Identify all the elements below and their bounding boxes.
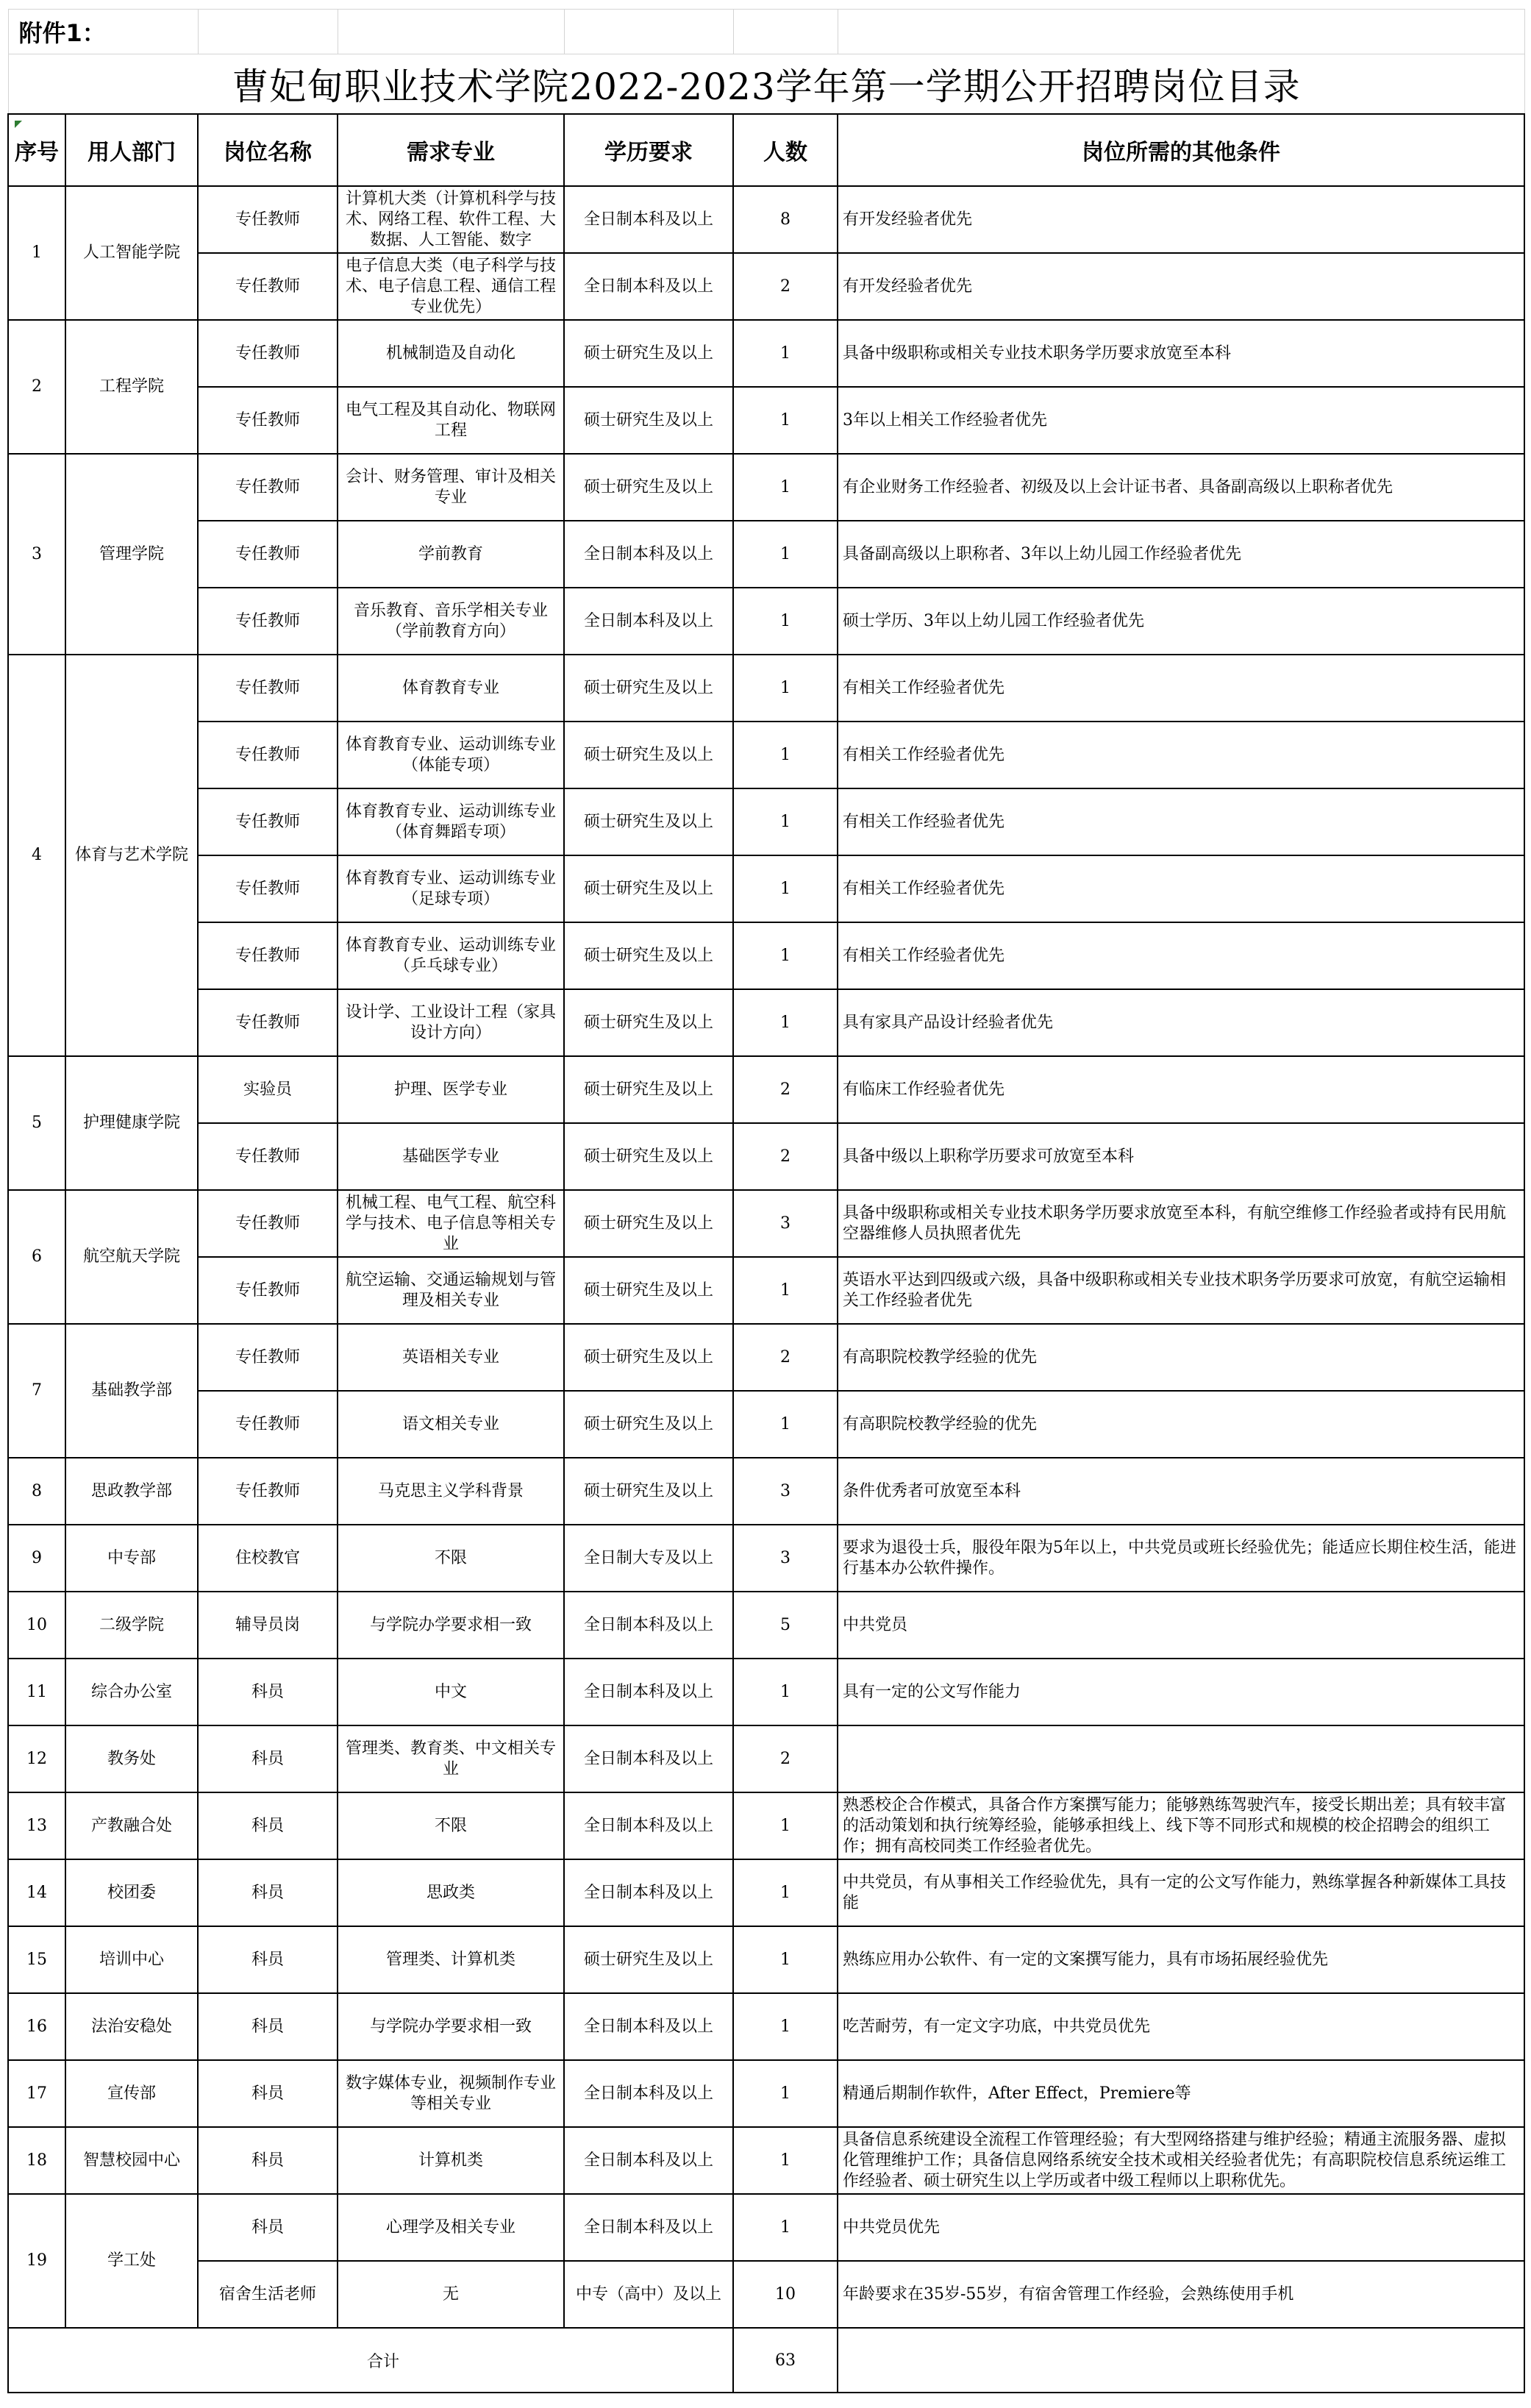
count-cell: 1 xyxy=(733,320,838,387)
table-row xyxy=(8,1458,1524,1525)
post-cell: 专任教师 xyxy=(198,1123,338,1190)
count-cell: 3 xyxy=(733,1458,838,1525)
row-number: 16 xyxy=(8,1993,65,2060)
table-row xyxy=(8,387,1524,454)
department-cell: 产教融合处 xyxy=(65,1792,198,1859)
department-cell: 管理学院 xyxy=(65,454,198,655)
empty-cell xyxy=(564,10,733,54)
department-cell: 中专部 xyxy=(65,1525,198,1592)
table-row xyxy=(8,855,1524,922)
education-cell: 硕士研究生及以上 xyxy=(564,855,733,922)
major-cell: 护理、医学专业 xyxy=(338,1056,564,1123)
major-cell: 会计、财务管理、审计及相关专业 xyxy=(338,454,564,521)
other-requirements-cell: 具备信息系统建设全流程工作管理经验；有大型网络搭建与维护经验；精通主流服务器、虚拟化管理维护工作；具备信息网络系统安全技术或相关经验者优先；有高职院校信息系统运维工作经验者、硕士研究生以上学历或者中级工程师以上职称优先。 xyxy=(838,2127,1524,2194)
header-count: 人数 xyxy=(733,114,838,186)
table-row xyxy=(8,722,1524,788)
department-cell: 教务处 xyxy=(65,1725,198,1792)
count-cell: 1 xyxy=(733,521,838,588)
row-number: 3 xyxy=(8,454,65,655)
major-cell: 数字媒体专业，视频制作专业等相关专业 xyxy=(338,2060,564,2127)
post-cell: 专任教师 xyxy=(198,1391,338,1458)
title-row xyxy=(8,54,1524,115)
other-requirements-cell: 精通后期制作软件，After Effect，Premiere等 xyxy=(838,2060,1524,2127)
table-row xyxy=(8,588,1524,655)
row-number: 18 xyxy=(8,2127,65,2194)
major-cell: 思政类 xyxy=(338,1859,564,1926)
major-cell: 体育教育专业、运动训练专业（体能专项） xyxy=(338,722,564,788)
post-cell: 专任教师 xyxy=(198,722,338,788)
other-requirements-cell: 硕士学历、3年以上幼儿园工作经验者优先 xyxy=(838,588,1524,655)
other-requirements-cell: 具备中级以上职称学历要求可放宽至本科 xyxy=(838,1123,1524,1190)
count-cell: 1 xyxy=(733,588,838,655)
row-number: 13 xyxy=(8,1792,65,1859)
table-row xyxy=(8,922,1524,989)
major-cell: 体育教育专业、运动训练专业（体育舞蹈专项） xyxy=(338,788,564,855)
count-cell: 2 xyxy=(733,1123,838,1190)
post-cell: 专任教师 xyxy=(198,855,338,922)
education-cell: 硕士研究生及以上 xyxy=(564,1123,733,1190)
table-row xyxy=(8,1859,1524,1926)
other-requirements-cell: 有开发经验者优先 xyxy=(838,253,1524,320)
post-cell: 科员 xyxy=(198,2127,338,2194)
post-cell: 辅导员岗 xyxy=(198,1592,338,1659)
major-cell: 不限 xyxy=(338,1525,564,1592)
cell-marker-icon xyxy=(15,121,22,128)
header-dept: 用人部门 xyxy=(65,114,198,186)
attachment-row xyxy=(8,10,1524,54)
count-cell: 1 xyxy=(733,1926,838,1993)
row-number: 19 xyxy=(8,2194,65,2328)
major-cell: 电子信息大类（电子科学与技术、电子信息工程、通信工程专业优先） xyxy=(338,253,564,320)
department-cell: 体育与艺术学院 xyxy=(65,655,198,1056)
table-row xyxy=(8,1525,1524,1592)
row-number: 7 xyxy=(8,1324,65,1458)
post-cell: 专任教师 xyxy=(198,1458,338,1525)
other-requirements-cell: 有相关工作经验者优先 xyxy=(838,788,1524,855)
header-no: 序号 xyxy=(8,114,65,186)
empty-cell xyxy=(338,10,564,54)
department-cell: 学工处 xyxy=(65,2194,198,2328)
department-cell: 宣传部 xyxy=(65,2060,198,2127)
other-requirements-cell: 具备副高级以上职称者、3年以上幼儿园工作经验者优先 xyxy=(838,521,1524,588)
other-requirements-cell: 3年以上相关工作经验者优先 xyxy=(838,387,1524,454)
count-cell: 2 xyxy=(733,1725,838,1792)
other-requirements-cell: 中共党员优先 xyxy=(838,2194,1524,2261)
major-cell: 管理类、计算机类 xyxy=(338,1926,564,1993)
other-requirements-cell: 吃苦耐劳，有一定文字功底，中共党员优先 xyxy=(838,1993,1524,2060)
count-cell: 8 xyxy=(733,186,838,253)
education-cell: 全日制本科及以上 xyxy=(564,2194,733,2261)
other-requirements-cell: 有相关工作经验者优先 xyxy=(838,722,1524,788)
post-cell: 专任教师 xyxy=(198,588,338,655)
table-row xyxy=(8,1324,1524,1391)
major-cell: 中文 xyxy=(338,1659,564,1725)
major-cell: 语文相关专业 xyxy=(338,1391,564,1458)
header-post: 岗位名称 xyxy=(198,114,338,186)
post-cell: 专任教师 xyxy=(198,521,338,588)
row-number: 2 xyxy=(8,320,65,454)
department-cell: 智慧校园中心 xyxy=(65,2127,198,2194)
department-cell: 综合办公室 xyxy=(65,1659,198,1725)
table-row xyxy=(8,2261,1524,2328)
major-cell: 基础医学专业 xyxy=(338,1123,564,1190)
count-cell: 1 xyxy=(733,655,838,722)
count-cell: 1 xyxy=(733,922,838,989)
other-requirements-cell: 要求为退役士兵，服役年限为5年以上，中共党员或班长经验优先；能适应长期住校生活，能进行基本办公软件操作。 xyxy=(838,1525,1524,1592)
post-cell: 住校教官 xyxy=(198,1525,338,1592)
table-row xyxy=(8,655,1524,722)
education-cell: 硕士研究生及以上 xyxy=(564,788,733,855)
major-cell: 不限 xyxy=(338,1792,564,1859)
education-cell: 硕士研究生及以上 xyxy=(564,989,733,1056)
department-cell: 培训中心 xyxy=(65,1926,198,1993)
department-cell: 航空航天学院 xyxy=(65,1190,198,1324)
row-number: 9 xyxy=(8,1525,65,1592)
header-other: 岗位所需的其他条件 xyxy=(838,114,1524,186)
education-cell: 硕士研究生及以上 xyxy=(564,1056,733,1123)
post-cell: 专任教师 xyxy=(198,1324,338,1391)
other-requirements-cell: 具有家具产品设计经验者优先 xyxy=(838,989,1524,1056)
other-requirements-cell: 具有一定的公文写作能力 xyxy=(838,1659,1524,1725)
header-edu: 学历要求 xyxy=(564,114,733,186)
post-cell: 专任教师 xyxy=(198,989,338,1056)
post-cell: 科员 xyxy=(198,2060,338,2127)
education-cell: 全日制本科及以上 xyxy=(564,186,733,253)
table-row xyxy=(8,1123,1524,1190)
count-cell: 1 xyxy=(733,1659,838,1725)
other-requirements-cell xyxy=(838,1725,1524,1792)
education-cell: 全日制本科及以上 xyxy=(564,521,733,588)
education-cell: 硕士研究生及以上 xyxy=(564,1926,733,1993)
major-cell: 体育教育专业、运动训练专业（足球专项） xyxy=(338,855,564,922)
table-row xyxy=(8,1926,1524,1993)
count-cell: 1 xyxy=(733,2194,838,2261)
count-cell: 1 xyxy=(733,2060,838,2127)
row-number: 12 xyxy=(8,1725,65,1792)
department-cell: 法治安稳处 xyxy=(65,1993,198,2060)
count-cell: 1 xyxy=(733,1859,838,1926)
education-cell: 全日制本科及以上 xyxy=(564,253,733,320)
major-cell: 无 xyxy=(338,2261,564,2328)
education-cell: 全日制本科及以上 xyxy=(564,1993,733,2060)
education-cell: 全日制本科及以上 xyxy=(564,1592,733,1659)
other-requirements-cell: 中共党员 xyxy=(838,1592,1524,1659)
other-requirements-cell: 熟悉校企合作模式，具备合作方案撰写能力；能够熟练驾驶汽车，接受长期出差；具有较丰富的活动策划和执行统筹经验，能够承担线上、线下等不同形式和规模的校企招聘会的组织工作；拥有高校同类工作经验者优先。 xyxy=(838,1792,1524,1859)
education-cell: 硕士研究生及以上 xyxy=(564,922,733,989)
post-cell: 科员 xyxy=(198,1725,338,1792)
education-cell: 硕士研究生及以上 xyxy=(564,387,733,454)
major-cell: 英语相关专业 xyxy=(338,1324,564,1391)
post-cell: 专任教师 xyxy=(198,1257,338,1324)
major-cell: 心理学及相关专业 xyxy=(338,2194,564,2261)
count-cell: 2 xyxy=(733,1056,838,1123)
post-cell: 专任教师 xyxy=(198,186,338,253)
table-row xyxy=(8,454,1524,521)
empty-cell xyxy=(838,2328,1524,2393)
count-cell: 2 xyxy=(733,253,838,320)
other-requirements-cell: 有相关工作经验者优先 xyxy=(838,922,1524,989)
major-cell: 管理类、教育类、中文相关专业 xyxy=(338,1725,564,1792)
post-cell: 专任教师 xyxy=(198,320,338,387)
count-cell: 1 xyxy=(733,855,838,922)
major-cell: 设计学、工业设计工程（家具设计方向） xyxy=(338,989,564,1056)
table-row xyxy=(8,1190,1524,1257)
other-requirements-cell: 有高职院校教学经验的优先 xyxy=(838,1324,1524,1391)
header-major: 需求专业 xyxy=(338,114,564,186)
row-number: 15 xyxy=(8,1926,65,1993)
post-cell: 专任教师 xyxy=(198,788,338,855)
education-cell: 硕士研究生及以上 xyxy=(564,1324,733,1391)
header-row xyxy=(8,114,1524,186)
education-cell: 硕士研究生及以上 xyxy=(564,722,733,788)
post-cell: 科员 xyxy=(198,1926,338,1993)
major-cell: 与学院办学要求相一致 xyxy=(338,1993,564,2060)
table-row xyxy=(8,2060,1524,2127)
post-cell: 科员 xyxy=(198,1792,338,1859)
count-cell: 1 xyxy=(733,1993,838,2060)
empty-cell xyxy=(733,10,838,54)
table-row xyxy=(8,2194,1524,2261)
count-cell: 1 xyxy=(733,788,838,855)
other-requirements-cell: 有企业财务工作经验者、初级及以上会计证书者、具备副高级以上职称者优先 xyxy=(838,454,1524,521)
department-cell: 思政教学部 xyxy=(65,1458,198,1525)
education-cell: 硕士研究生及以上 xyxy=(564,1257,733,1324)
attachment-label: 附件1： xyxy=(8,10,198,54)
row-number: 8 xyxy=(8,1458,65,1525)
education-cell: 硕士研究生及以上 xyxy=(564,1391,733,1458)
table-row xyxy=(8,1391,1524,1458)
total-count: 63 xyxy=(733,2328,838,2393)
other-requirements-cell: 具备中级职称或相关专业技术职务学历要求放宽至本科 xyxy=(838,320,1524,387)
major-cell: 计算机大类（计算机科学与技术、网络工程、软件工程、大数据、人工智能、数字 xyxy=(338,186,564,253)
count-cell: 1 xyxy=(733,1391,838,1458)
post-cell: 专任教师 xyxy=(198,1190,338,1257)
other-requirements-cell: 有临床工作经验者优先 xyxy=(838,1056,1524,1123)
education-cell: 硕士研究生及以上 xyxy=(564,320,733,387)
page-title: 曹妃甸职业技术学院2022-2023学年第一学期公开招聘岗位目录 xyxy=(8,54,1524,115)
major-cell: 航空运输、交通运输规划与管理及相关专业 xyxy=(338,1257,564,1324)
major-cell: 机械工程、电气工程、航空科学与技术、电子信息等相关专业 xyxy=(338,1190,564,1257)
major-cell: 电气工程及其自动化、物联网工程 xyxy=(338,387,564,454)
other-requirements-cell: 熟练应用办公软件、有一定的文案撰写能力，具有市场拓展经验优先 xyxy=(838,1926,1524,1993)
row-number: 14 xyxy=(8,1859,65,1926)
education-cell: 全日制大专及以上 xyxy=(564,1525,733,1592)
post-cell: 专任教师 xyxy=(198,387,338,454)
count-cell: 10 xyxy=(733,2261,838,2328)
education-cell: 硕士研究生及以上 xyxy=(564,1458,733,1525)
other-requirements-cell: 具备中级职称或相关专业技术职务学历要求放宽至本科，有航空维修工作经验者或持有民用航空器维修人员执照者优先 xyxy=(838,1190,1524,1257)
other-requirements-cell: 有相关工作经验者优先 xyxy=(838,655,1524,722)
count-cell: 1 xyxy=(733,1792,838,1859)
post-cell: 科员 xyxy=(198,2194,338,2261)
major-cell: 体育教育专业 xyxy=(338,655,564,722)
major-cell: 学前教育 xyxy=(338,521,564,588)
education-cell: 中专（高中）及以上 xyxy=(564,2261,733,2328)
other-requirements-cell: 条件优秀者可放宽至本科 xyxy=(838,1458,1524,1525)
total-label: 合计 xyxy=(8,2328,733,2393)
major-cell: 音乐教育、音乐学相关专业（学前教育方向） xyxy=(338,588,564,655)
department-cell: 基础教学部 xyxy=(65,1324,198,1458)
post-cell: 专任教师 xyxy=(198,655,338,722)
table-row xyxy=(8,1056,1524,1123)
table-row xyxy=(8,989,1524,1056)
major-cell: 机械制造及自动化 xyxy=(338,320,564,387)
count-cell: 1 xyxy=(733,1257,838,1324)
table-row xyxy=(8,521,1524,588)
count-cell: 2 xyxy=(733,1324,838,1391)
major-cell: 马克思主义学科背景 xyxy=(338,1458,564,1525)
other-requirements-cell: 英语水平达到四级或六级，具备中级职称或相关专业技术职务学历要求可放宽，有航空运输相关工作经验者优先 xyxy=(838,1257,1524,1324)
table-row xyxy=(8,1792,1524,1859)
post-cell: 科员 xyxy=(198,1859,338,1926)
recruitment-table xyxy=(7,9,1525,2393)
empty-cell xyxy=(838,10,1524,54)
table-row xyxy=(8,1592,1524,1659)
recruitment-sheet xyxy=(7,9,1524,2405)
count-cell: 1 xyxy=(733,454,838,521)
education-cell: 全日制本科及以上 xyxy=(564,1725,733,1792)
count-cell: 1 xyxy=(733,387,838,454)
department-cell: 工程学院 xyxy=(65,320,198,454)
other-requirements-cell: 年龄要求在35岁-55岁，有宿舍管理工作经验，会熟练使用手机 xyxy=(838,2261,1524,2328)
department-cell: 二级学院 xyxy=(65,1592,198,1659)
major-cell: 计算机类 xyxy=(338,2127,564,2194)
row-number: 11 xyxy=(8,1659,65,1725)
department-cell: 校团委 xyxy=(65,1859,198,1926)
table-row xyxy=(8,320,1524,387)
table-row xyxy=(8,1257,1524,1324)
education-cell: 全日制本科及以上 xyxy=(564,1659,733,1725)
row-number: 17 xyxy=(8,2060,65,2127)
education-cell: 全日制本科及以上 xyxy=(564,1792,733,1859)
other-requirements-cell: 有开发经验者优先 xyxy=(838,186,1524,253)
education-cell: 硕士研究生及以上 xyxy=(564,454,733,521)
count-cell: 1 xyxy=(733,722,838,788)
major-cell: 与学院办学要求相一致 xyxy=(338,1592,564,1659)
count-cell: 1 xyxy=(733,989,838,1056)
table-row xyxy=(8,2127,1524,2194)
post-cell: 科员 xyxy=(198,1659,338,1725)
other-requirements-cell: 有相关工作经验者优先 xyxy=(838,855,1524,922)
education-cell: 硕士研究生及以上 xyxy=(564,655,733,722)
count-cell: 5 xyxy=(733,1592,838,1659)
table-row xyxy=(8,186,1524,253)
education-cell: 硕士研究生及以上 xyxy=(564,1190,733,1257)
row-number: 5 xyxy=(8,1056,65,1190)
education-cell: 全日制本科及以上 xyxy=(564,2127,733,2194)
table-row xyxy=(8,1725,1524,1792)
count-cell: 1 xyxy=(733,2127,838,2194)
education-cell: 全日制本科及以上 xyxy=(564,1859,733,1926)
post-cell: 专任教师 xyxy=(198,253,338,320)
row-number: 10 xyxy=(8,1592,65,1659)
table-row xyxy=(8,1659,1524,1725)
department-cell: 护理健康学院 xyxy=(65,1056,198,1190)
post-cell: 科员 xyxy=(198,1993,338,2060)
count-cell: 3 xyxy=(733,1525,838,1592)
post-cell: 实验员 xyxy=(198,1056,338,1123)
post-cell: 专任教师 xyxy=(198,922,338,989)
other-requirements-cell: 中共党员，有从事相关工作经验优先，具有一定的公文写作能力，熟练掌握各种新媒体工具技能 xyxy=(838,1859,1524,1926)
table-row xyxy=(8,788,1524,855)
education-cell: 全日制本科及以上 xyxy=(564,588,733,655)
empty-cell xyxy=(198,10,338,54)
total-row xyxy=(8,2328,1524,2393)
post-cell: 专任教师 xyxy=(198,454,338,521)
education-cell: 全日制本科及以上 xyxy=(564,2060,733,2127)
other-requirements-cell: 有高职院校教学经验的优先 xyxy=(838,1391,1524,1458)
department-cell: 人工智能学院 xyxy=(65,186,198,320)
row-number: 4 xyxy=(8,655,65,1056)
count-cell: 3 xyxy=(733,1190,838,1257)
row-number: 6 xyxy=(8,1190,65,1324)
row-number: 1 xyxy=(8,186,65,320)
major-cell: 体育教育专业、运动训练专业（乒乓球专业） xyxy=(338,922,564,989)
table-row xyxy=(8,1993,1524,2060)
post-cell: 宿舍生活老师 xyxy=(198,2261,338,2328)
table-row xyxy=(8,253,1524,320)
